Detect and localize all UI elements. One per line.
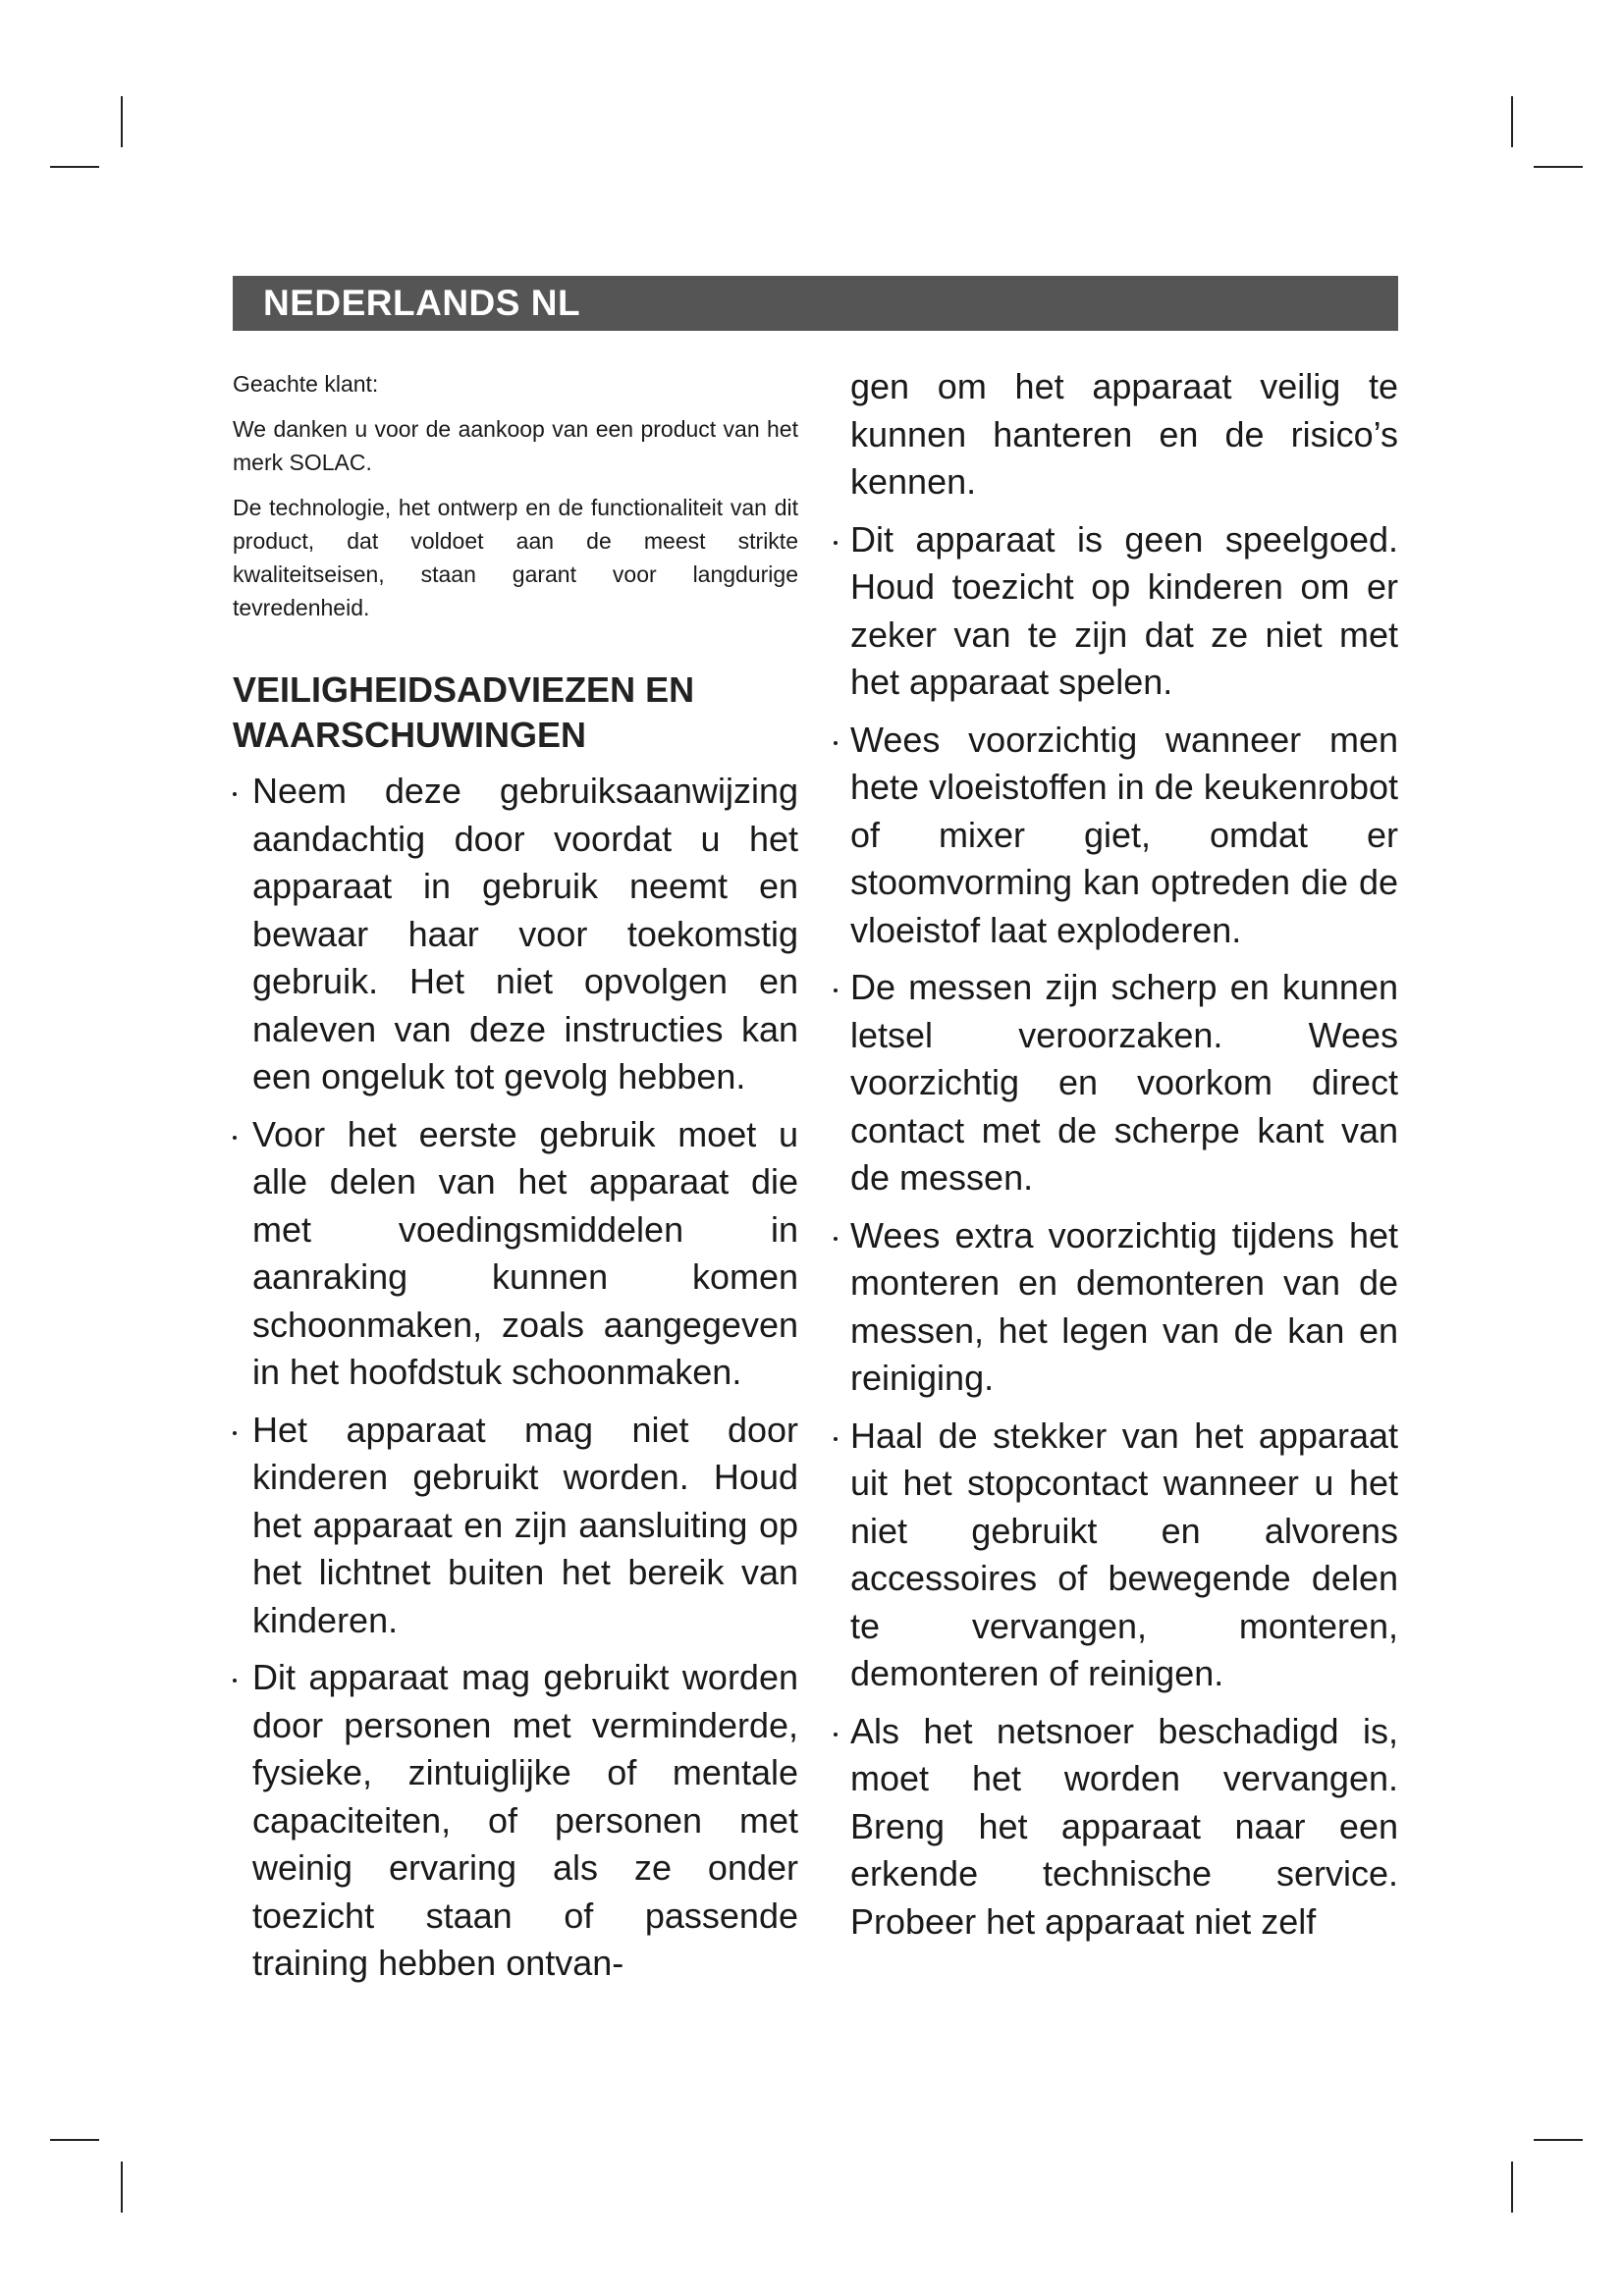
bullet-icon	[834, 1237, 838, 1241]
continued-text: gen om het apparaat veilig te kunnen hanteren en de risico’s kennen.	[850, 366, 1398, 502]
list-item: Haal de stekker van het apparaat uit het stopcontact wanneer u het niet gebruikt en alvorens accessoires of bewegende delen te vervangen, monteren, demonteren of reinigen.	[842, 1413, 1398, 1698]
left-column	[233, 367, 798, 1998]
crop-mark-top-left	[121, 96, 123, 147]
right-column	[842, 363, 1398, 1955]
list-item: Dit apparaat is geen speelgoed. Houd toezicht op kinderen om er zeker van te zijn dat ze niet met het apparaat spelen.	[842, 516, 1398, 707]
crop-mark-top-right	[1534, 166, 1583, 168]
language-title: NEDERLANDS NL	[263, 283, 581, 323]
safety-list-right	[842, 516, 1398, 1947]
section-title: VEILIGHEIDSADVIEZEN EN WAARSCHUWINGEN	[233, 669, 695, 755]
bullet-icon	[233, 1136, 237, 1140]
language-header	[233, 276, 1398, 331]
crop-mark-bottom-left	[121, 2162, 123, 2213]
bullet-icon	[233, 1431, 237, 1435]
safety-list-left	[233, 768, 798, 1988]
crop-mark-top-left	[50, 166, 99, 168]
bullet-icon	[834, 1437, 838, 1441]
crop-mark-bottom-right	[1511, 2162, 1513, 2213]
bullet-icon	[834, 1733, 838, 1736]
list-item: Dit apparaat mag gebruikt worden door personen met verminderde, fysieke, zintuiglijke of mentale capaciteiten, of personen met weinig ervaring als ze onder toezicht staan of passende training hebben ontvan-	[233, 1654, 798, 1988]
crop-mark-top-right	[1511, 96, 1513, 147]
list-item: Als het netsnoer beschadigd is, moet het worden vervangen. Breng het apparaat naar een erkende technische service. Probeer het apparaat niet zelf	[842, 1708, 1398, 1947]
intro	[233, 367, 798, 624]
list-item: Wees extra voorzichtig tijdens het monteren en demonteren van de messen, het legen van de kan en reiniging.	[842, 1212, 1398, 1403]
intro-quality: De technologie, het ontwerp en de functionaliteit van dit product, dat voldoet aan de meest strikte kwaliteitseisen, staan garant voor langdurige tevredenheid.	[233, 495, 798, 620]
intro-thanks: We danken u voor de aankoop van een product van het merk SOLAC.	[233, 416, 798, 475]
bullet-icon	[233, 1679, 237, 1682]
list-item: De messen zijn scherp en kunnen letsel veroorzaken. Wees voorzichtig en voorkom direct contact met de scherpe kant van de messen.	[842, 964, 1398, 1202]
bullet-icon	[834, 741, 838, 745]
list-item: Het apparaat mag niet door kinderen gebruikt worden. Houd het apparaat en zijn aansluiting op het lichtnet buiten het bereik van kinderen.	[233, 1407, 798, 1645]
bullet-icon	[834, 541, 838, 545]
intro-greeting: Geachte klant:	[233, 371, 379, 397]
list-item: Neem deze gebruiksaanwijzing aandachtig door voordat u het apparaat in gebruik neemt en bewaar haar voor toekomstig gebruik. Het niet opvolgen en naleven van deze instructies kan een ongeluk tot gevolg hebben.	[233, 768, 798, 1101]
list-item: Wees voorzichtig wanneer men hete vloeistoffen in de keukenrobot of mixer giet, omdat er stoomvorming kan optreden die de vloeistof laat exploderen.	[842, 717, 1398, 955]
crop-mark-bottom-right	[1534, 2139, 1583, 2141]
bullet-icon	[834, 988, 838, 992]
list-item: Voor het eerste gebruik moet u alle delen van het apparaat die met voedingsmiddelen in aanraking kunnen komen schoonmaken, zoals aangegeven in het hoofdstuk schoonmaken.	[233, 1111, 798, 1397]
bullet-icon	[233, 792, 237, 796]
crop-mark-bottom-left	[50, 2139, 99, 2141]
